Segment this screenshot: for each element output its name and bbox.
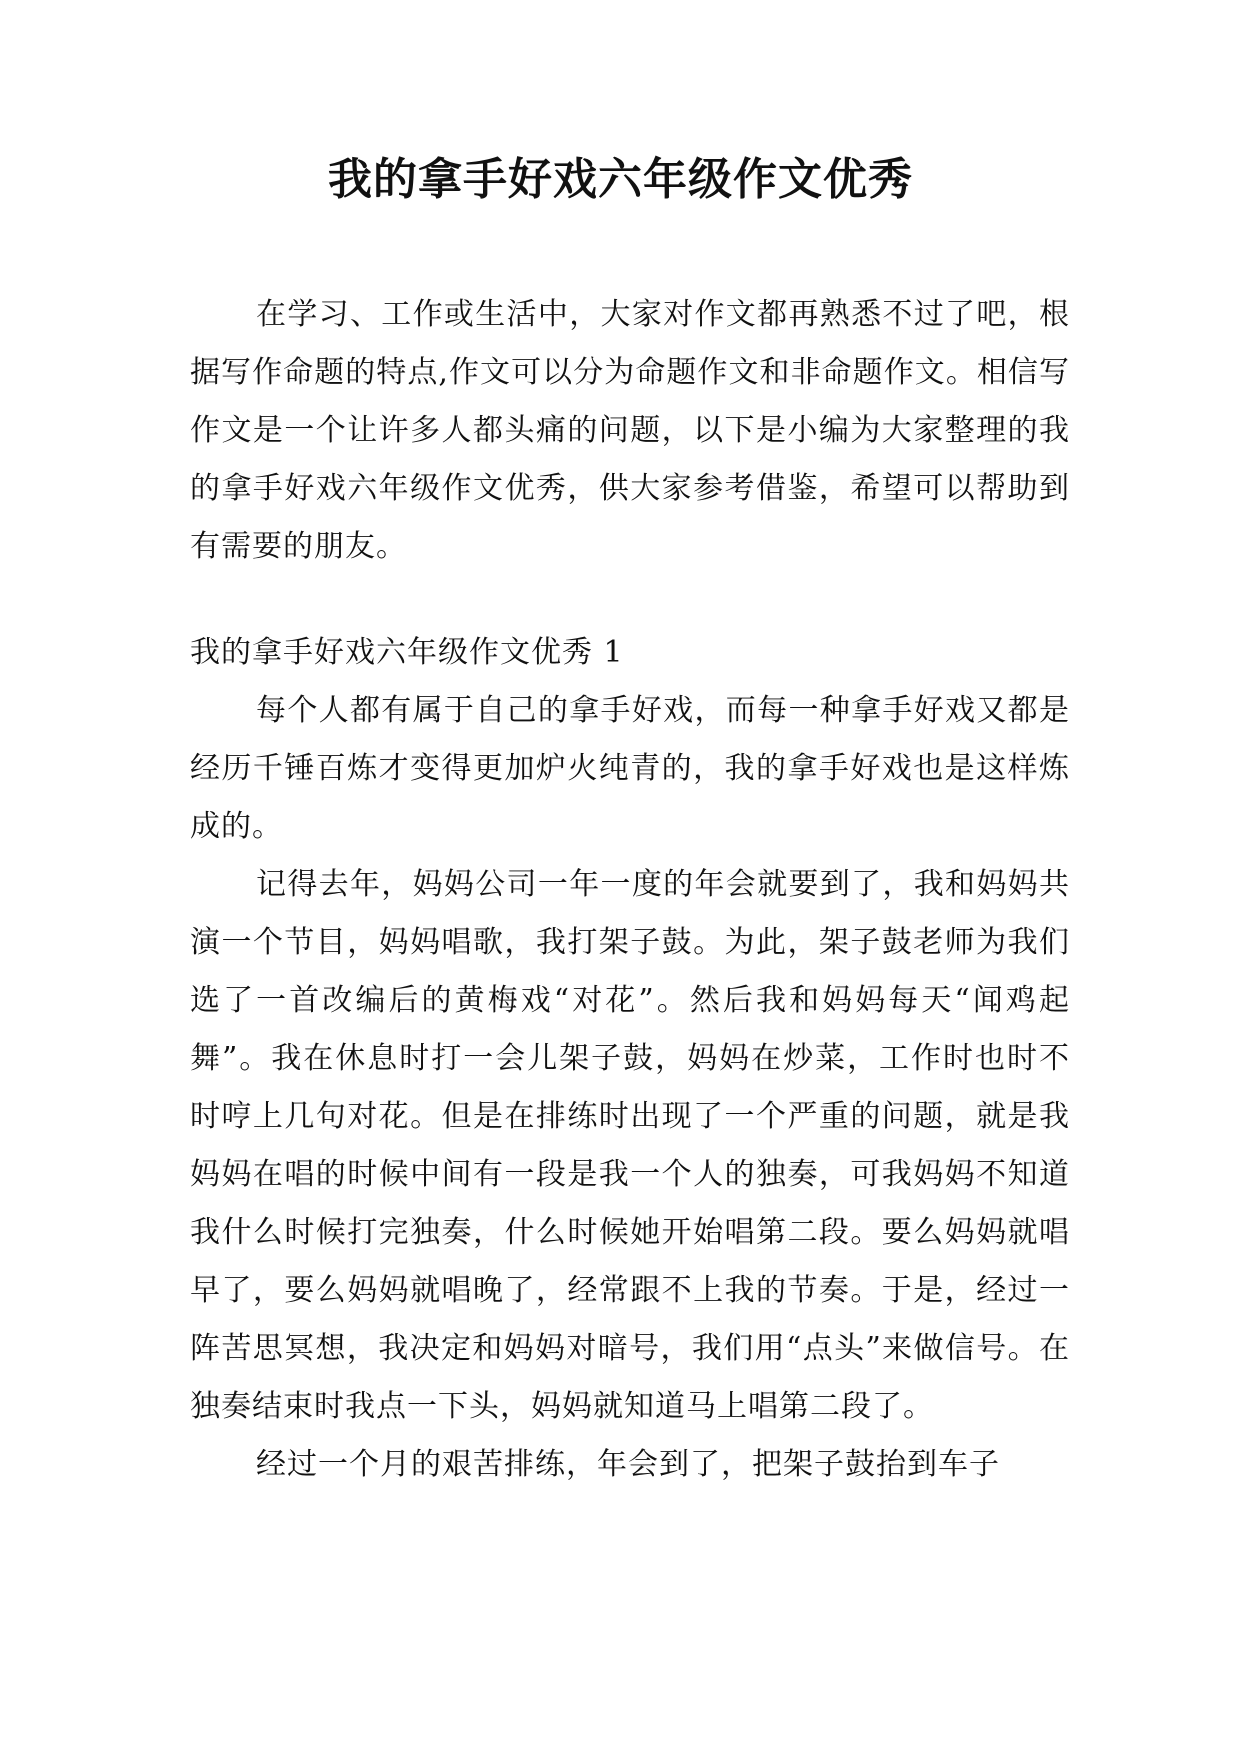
document-body: [190, 286, 1070, 1494]
document-title: 我的拿手好戏六年级作文优秀: [328, 154, 913, 205]
body-paragraph-2: 记得去年，妈妈公司一年一度的年会就要到了，我和妈妈共演一个节目，妈妈唱歌，我打架子鼓。为此，架子鼓老师为我们选了一首改编后的黄梅戏“对花”。然后我和妈妈每天“闻鸡起舞”。我在休息时打一会儿架子鼓，妈妈在炒菜，工作时也时不时哼上几句对花。但是在排练时出现了一个严重的问题，就是我妈妈在唱的时候中间有一段是我一个人的独奏，可我妈妈不知道我什么时候打完独奏，什么时候她开始唱第二段。要么妈妈就唱早了，要么妈妈就唱晚了，经常跟不上我的节奏。于是，经过一阵苦思冥想，我决定和妈妈对暗号，我们用“点头”来做信号。在独奏结束时我点一下头，妈妈就知道马上唱第二段了。: [190, 867, 1070, 1424]
body-paragraph-3: 经过一个月的艰苦排练，年会到了，把架子鼓抬到车子: [256, 1447, 1000, 1482]
intro-paragraph: 在学习、工作或生活中，大家对作文都再熟悉不过了吧，根据写作命题的特点,作文可以分为命题作文和非命题作文。相信写作文是一个让许多人都头痛的问题，以下是小编为大家整理的我的拿手好戏六年级作文优秀，供大家参考借鉴，希望可以帮助到有需要的朋友。: [190, 297, 1070, 564]
section-heading: 我的拿手好戏六年级作文优秀 1: [190, 635, 624, 670]
body-paragraph-1: 每个人都有属于自己的拿手好戏，而每一种拿手好戏又都是经历千锤百炼才变得更加炉火纯青的，我的拿手好戏也是这样炼成的。: [190, 693, 1070, 844]
